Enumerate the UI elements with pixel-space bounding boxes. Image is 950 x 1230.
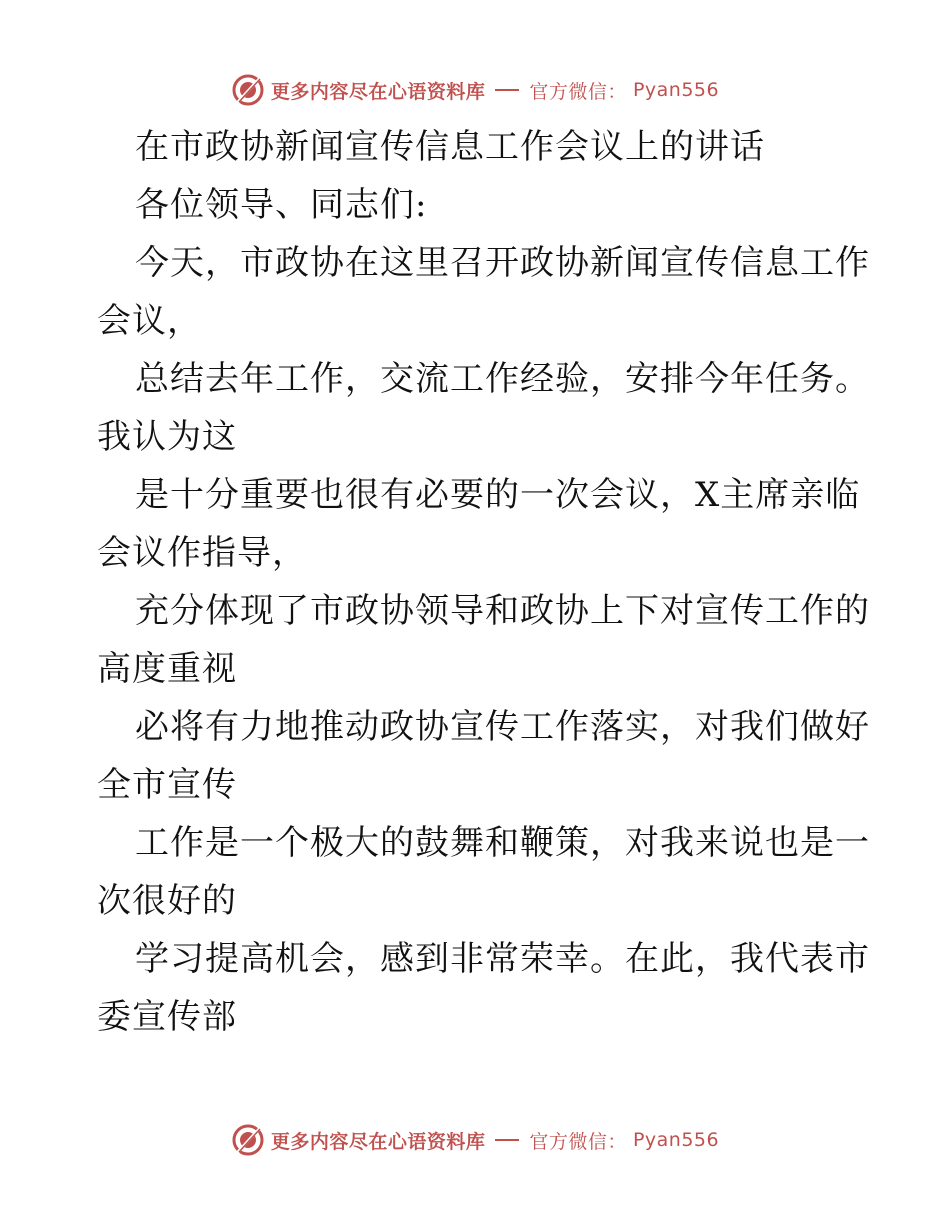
watermark-wechat-id: Pyan556	[632, 1129, 720, 1151]
paragraph-line: 会议作指导，	[97, 533, 307, 573]
paragraph-line: 学习提高机会，感到非常荣幸。在此，我代表市	[135, 939, 870, 979]
document-body	[97, 118, 870, 1046]
watermark-site-text: 更多内容尽在心语资料库	[270, 1130, 486, 1153]
watermark-wechat-label: 官方微信：	[529, 1130, 627, 1153]
paragraph-line: 必将有力地推动政协宣传工作落实，对我们做好	[135, 707, 870, 747]
watermark-divider	[495, 1139, 519, 1141]
salutation: 各位领导、同志们:	[135, 185, 428, 225]
paragraph-line: 工作是一个极大的鼓舞和鞭策，对我来说也是一	[135, 823, 870, 863]
paragraph-line: 今天，市政协在这里召开政协新闻宣传信息工作	[135, 243, 870, 283]
watermark-divider	[495, 89, 519, 91]
paragraph-line: 高度重视	[97, 649, 237, 689]
pen-logo-icon	[231, 73, 265, 107]
paragraph-line: 总结去年工作，交流工作经验，安排今年任务。	[135, 359, 870, 399]
paragraph-line: 全市宣传	[97, 765, 237, 805]
pen-logo-icon	[231, 1123, 265, 1157]
header-watermark	[0, 70, 950, 110]
watermark-wechat-label: 官方微信：	[529, 80, 627, 103]
paragraph-line: 是十分重要也很有必要的一次会议，X主席亲临	[135, 475, 861, 515]
paragraph-line: 充分体现了市政协领导和政协上下对宣传工作的	[135, 591, 870, 631]
document-title: 在市政协新闻宣传信息工作会议上的讲话	[135, 127, 765, 167]
watermark-site-text: 更多内容尽在心语资料库	[270, 80, 486, 103]
paragraph-line: 次很好的	[97, 881, 237, 921]
paragraph-line: 会议，	[97, 301, 202, 341]
paragraph-line: 我认为这	[97, 417, 237, 457]
watermark-wechat-id: Pyan556	[632, 79, 720, 101]
footer-watermark	[0, 1120, 950, 1160]
paragraph-line: 委宣传部	[97, 997, 237, 1037]
